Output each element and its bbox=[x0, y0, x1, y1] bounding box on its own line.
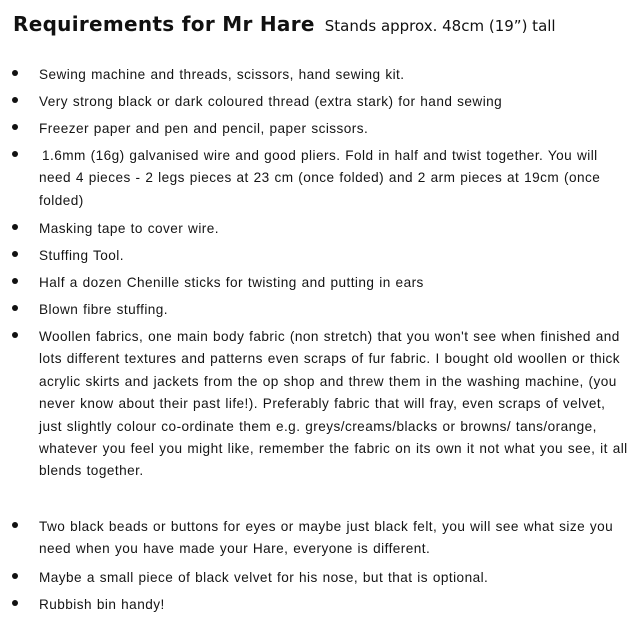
page-title: Requirements for Mr Hare bbox=[13, 12, 315, 36]
bullet-icon bbox=[12, 97, 18, 103]
list-item-text: Sewing machine and threads, scissors, hand sewing kit. bbox=[39, 67, 405, 82]
bullet-icon bbox=[12, 332, 18, 338]
bullet-icon bbox=[12, 70, 18, 76]
list-item-text: Woollen fabrics, one main body fabric (non stretch) that you won't see when finished and lots different textures and patterns even scraps of fur fabric. I bought old woollen or thick acrylic skirts and jackets from the op shop and threw them in the washing machine, (you never know about their past life!). Preferably fabric that will fray, even scraps of velvet, just slightly colour co-ordinate them e.g. greys/creams/blacks or browns/ tans/orange, whatever you feel you might like, remember the fabric on its own it not what you see, it all blends together. bbox=[39, 329, 628, 479]
bullet-icon bbox=[12, 124, 18, 130]
list-item-text: Blown fibre stuffing. bbox=[39, 302, 169, 317]
page-subtitle: Stands approx. 48cm (19”) tall bbox=[324, 17, 556, 35]
list-item-text: Two black beads or buttons for eyes or maybe just black felt, you will see what size you need when you have made your Hare, everyone is different. bbox=[39, 519, 614, 557]
bullet-icon bbox=[12, 251, 18, 257]
list-item-text: Rubbish bin handy! bbox=[39, 597, 165, 612]
bullet-icon bbox=[12, 305, 18, 311]
list-item-text: Very strong black or dark coloured thread (extra stark) for hand sewing bbox=[39, 94, 503, 109]
bullet-icon bbox=[12, 600, 18, 606]
list-item-text: Stuffing Tool. bbox=[39, 248, 124, 263]
bullet-icon bbox=[12, 151, 18, 157]
list-item-text: 1.6mm (16g) galvanised wire and good pliers. Fold in half and twist together. You will need 4 pieces - 2 legs pieces at 23 cm (once folded) and 2 arm pieces at 19cm (once folded) bbox=[39, 148, 601, 208]
bullet-icon bbox=[12, 573, 18, 579]
list-item-text: Maybe a small piece of black velvet for his nose, but that is optional. bbox=[39, 570, 489, 585]
bullet-icon bbox=[12, 278, 18, 284]
bullet-icon bbox=[12, 522, 18, 528]
list-item-text: Half a dozen Chenille sticks for twisting and putting in ears bbox=[39, 275, 424, 290]
list-item-text: Freezer paper and pen and pencil, paper scissors. bbox=[39, 121, 369, 136]
list-item-text: Masking tape to cover wire. bbox=[39, 221, 220, 236]
page-heading bbox=[13, 12, 556, 36]
bullet-icon bbox=[12, 224, 18, 230]
